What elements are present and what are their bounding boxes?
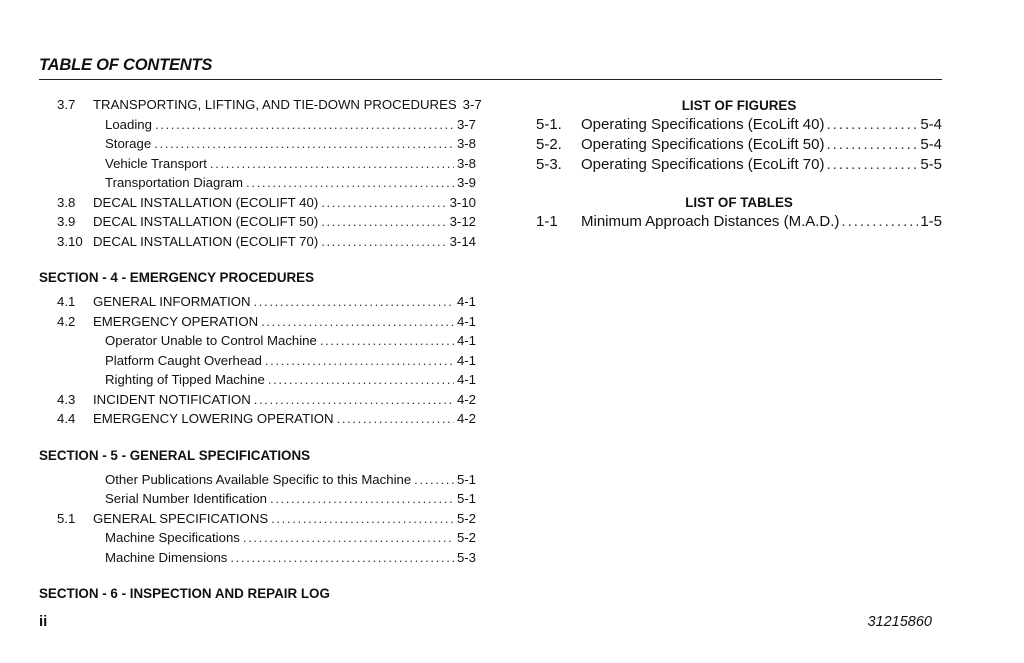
- title-divider: [39, 79, 942, 80]
- toc-entry-number: 4.1: [57, 294, 76, 309]
- toc-entry[interactable]: [39, 193, 476, 213]
- list-of-figures-heading: LIST OF FIGURES: [681, 98, 797, 113]
- figure-number: 5-1.: [536, 116, 562, 133]
- toc-entry-label: Serial Number Identification: [105, 491, 267, 506]
- figure-number: 5-3.: [536, 156, 562, 173]
- dot-leader: [321, 193, 446, 213]
- toc-entry[interactable]: [39, 232, 476, 252]
- section-4-list: [39, 292, 476, 429]
- toc-entry-label: Storage: [105, 136, 152, 151]
- figure-page: 5-4: [920, 136, 942, 153]
- figure-page: 5-5: [920, 156, 942, 173]
- dot-leader: [414, 470, 454, 490]
- dot-leader: [841, 212, 918, 232]
- figure-number: 5-2.: [536, 136, 562, 153]
- toc-entry-page: 4-2: [456, 411, 476, 426]
- section-5-list: [39, 470, 476, 568]
- figure-entry[interactable]: [536, 155, 942, 175]
- toc-entry-page: 3-7: [462, 97, 482, 112]
- toc-entry-page: 3-8: [456, 136, 476, 151]
- spacer: [39, 567, 476, 584]
- toc-entry-number: 3.7: [57, 97, 76, 112]
- dot-leader: [337, 409, 454, 429]
- toc-entry-number: 5.1: [57, 510, 76, 526]
- toc-entry-page: 4-2: [456, 391, 476, 407]
- section-4-heading[interactable]: SECTION - 4 - EMERGENCY PROCEDURES: [39, 270, 315, 285]
- page-title: TABLE OF CONTENTS: [39, 56, 213, 74]
- dot-leader: [826, 135, 918, 155]
- toc-entry-label: Loading: [105, 116, 152, 132]
- toc-entry-label: Righting of Tipped Machine: [105, 372, 265, 387]
- toc-subentry[interactable]: [39, 173, 476, 193]
- toc-entry[interactable]: [39, 292, 476, 312]
- toc-entry-page: 5-1: [456, 471, 476, 487]
- toc-entry-page: 3-12: [449, 214, 476, 229]
- toc-entry-page: 5-2: [456, 530, 476, 545]
- figure-page: 5-4: [920, 116, 942, 133]
- dot-leader: [210, 154, 454, 174]
- toc-entry[interactable]: [39, 509, 476, 529]
- table-page: 1-5: [920, 213, 942, 230]
- dot-leader: [230, 548, 454, 568]
- toc-entry-number: 3.8: [57, 194, 76, 210]
- toc-entry-number: 3.9: [57, 214, 76, 229]
- dot-leader: [320, 331, 454, 351]
- toc-subentry[interactable]: [39, 331, 476, 351]
- footer-page-number: ii: [39, 613, 48, 630]
- section-6-heading[interactable]: SECTION - 6 - INSPECTION AND REPAIR LOG: [39, 586, 330, 601]
- dot-leader: [826, 115, 918, 135]
- footer-document-number: 31215860: [867, 614, 932, 630]
- figure-label: Operating Specifications (EcoLift 70): [581, 156, 825, 173]
- spacer: [39, 429, 476, 446]
- toc-entry-page: 4-1: [456, 294, 476, 309]
- toc-entry-page: 3-7: [456, 116, 476, 132]
- toc-entry-page: 5-3: [456, 549, 476, 565]
- toc-entry-page: 4-1: [456, 313, 476, 329]
- toc-entry-label: DECAL INSTALLATION (ECOLIFT 70): [93, 233, 319, 249]
- toc-entry-label: INCIDENT NOTIFICATION: [93, 391, 251, 407]
- dot-leader: [254, 292, 454, 312]
- toc-subentry[interactable]: [39, 370, 476, 390]
- toc-entry-page: 4-1: [456, 352, 476, 368]
- toc-entry-page: 4-1: [456, 333, 476, 348]
- toc-entry[interactable]: [39, 95, 482, 115]
- spacer: [39, 251, 476, 268]
- toc-subentry[interactable]: [39, 351, 476, 371]
- table-of-contents-column: [39, 95, 482, 603]
- toc-entry-label: EMERGENCY OPERATION: [93, 313, 259, 329]
- lists-column: [536, 96, 942, 232]
- dot-leader: [321, 212, 446, 232]
- toc-entry-label: Other Publications Available Specific to this Machine: [105, 471, 412, 487]
- toc-subentry[interactable]: [39, 470, 476, 490]
- toc-entry-number: 4.3: [57, 391, 76, 407]
- table-entry[interactable]: [536, 212, 942, 232]
- toc-entry-page: 5-2: [456, 510, 476, 526]
- toc-subentry[interactable]: [39, 134, 476, 154]
- toc-entry-number: 4.4: [57, 411, 76, 426]
- section-5-heading[interactable]: SECTION - 5 - GENERAL SPECIFICATIONS: [39, 447, 311, 463]
- dot-leader: [155, 115, 454, 135]
- toc-entry[interactable]: [39, 212, 476, 232]
- toc-entry-label: EMERGENCY LOWERING OPERATION: [93, 411, 334, 426]
- figure-label: Operating Specifications (EcoLift 50): [581, 136, 825, 153]
- toc-subentry[interactable]: [39, 548, 476, 568]
- figure-label: Operating Specifications (EcoLift 40): [581, 116, 825, 133]
- table-number: 1-1: [536, 213, 558, 230]
- toc-entry-label: GENERAL SPECIFICATIONS: [93, 510, 269, 526]
- dot-leader: [826, 155, 918, 175]
- dot-leader: [254, 390, 454, 410]
- toc-entry-number: 3.10: [57, 233, 83, 249]
- toc-entry-label: DECAL INSTALLATION (ECOLIFT 50): [93, 214, 319, 229]
- spacer: [536, 175, 942, 193]
- toc-entry[interactable]: [39, 390, 476, 410]
- dot-leader: [243, 528, 454, 548]
- toc-entry-page: 3-10: [449, 194, 476, 210]
- toc-entry-label: Vehicle Transport: [105, 155, 207, 171]
- toc-entry-label: GENERAL INFORMATION: [93, 294, 251, 309]
- toc-subentry[interactable]: [39, 528, 476, 548]
- toc-subentry[interactable]: [39, 115, 476, 135]
- dot-leader: [265, 351, 454, 371]
- toc-entry[interactable]: [39, 409, 476, 429]
- toc-entry-page: 3-8: [456, 155, 476, 171]
- dot-leader: [321, 232, 446, 252]
- toc-entry-page: 3-9: [456, 175, 476, 190]
- dot-leader: [268, 370, 454, 390]
- figure-entry[interactable]: [536, 135, 942, 155]
- toc-entry-label: Transportation Diagram: [105, 175, 244, 190]
- dot-leader: [271, 509, 454, 529]
- dot-leader: [270, 489, 454, 509]
- toc-entry-label: Machine Specifications: [105, 530, 240, 545]
- toc-entry-label: TRANSPORTING, LIFTING, AND TIE-DOWN PROCEDURES: [93, 97, 457, 112]
- toc-entry-label: DECAL INSTALLATION (ECOLIFT 40): [93, 194, 319, 210]
- toc-subentry[interactable]: [39, 154, 476, 174]
- toc-entry-number: 4.2: [57, 313, 76, 329]
- toc-entry-page: 3-14: [449, 233, 476, 249]
- toc-entry-page: 4-1: [456, 372, 476, 387]
- dot-leader: [261, 312, 454, 332]
- toc-entry-label: Machine Dimensions: [105, 549, 228, 565]
- toc-entry-page: 5-1: [456, 491, 476, 506]
- dot-leader: [154, 134, 454, 154]
- toc-entry-label: Platform Caught Overhead: [105, 352, 262, 368]
- toc-entry[interactable]: [39, 312, 476, 332]
- toc-subentry[interactable]: [39, 489, 476, 509]
- list-of-figures: [536, 115, 942, 175]
- figure-entry[interactable]: [536, 115, 942, 135]
- table-label: Minimum Approach Distances (M.A.D.): [581, 213, 840, 230]
- dot-leader: [246, 173, 454, 193]
- list-of-tables: [536, 212, 942, 232]
- list-of-tables-heading: LIST OF TABLES: [685, 195, 793, 210]
- toc-top-list: [39, 95, 482, 251]
- toc-entry-label: Operator Unable to Control Machine: [105, 333, 317, 348]
